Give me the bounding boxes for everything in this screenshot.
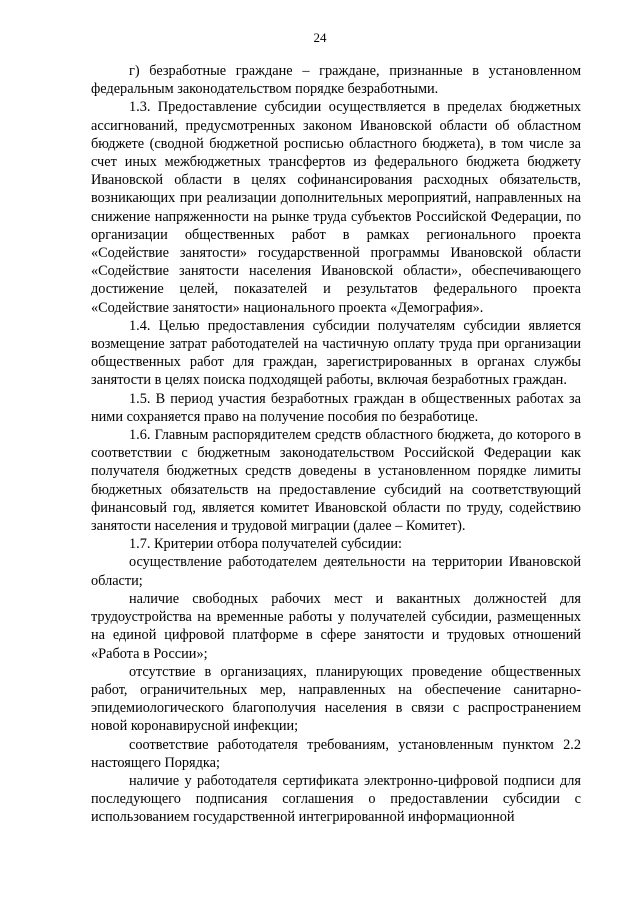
paragraph-1-5-benefit-retention: 1.5. В период участия безработных граждан в общественных работах за ними сохраняется право на получение пособия по безработице. <box>91 390 581 425</box>
paragraph-1-3-subsidy-funding: 1.3. Предоставление субсидии осуществляется в пределах бюджетных ассигнований, предусмотренных законом Ивановской области об областном бюджете (сводной бюджетной росписью областного бюджета), в том числе за счет иных межбюджетных трансфертов из федерального бюджета бюджету Ивановской области в целях софинансирования расходных обязательств, возникающих при реализации дополнительных мероприятий, направленных на снижение напряженности на рынке труда субъектов Российской Федерации, по организации общественных работ в рамках регионального проекта «Содействие занятости» государственной программы Ивановской области «Содействие занятости населения Ивановской области», обеспечивающего достижение целей, показателей и результатов федерального проекта «Содействие занятости» национального проекта «Демография». <box>91 99 581 316</box>
paragraph-1-6-main-administrator: 1.6. Главным распорядителем средств областного бюджета, до которого в соответствии с бюджетным законодательством Российской Федерации как получателя бюджетных средств доведены в установленном порядке лимиты бюджетных обязательств на предоставление субсидий на соответствующий финансовый год, является комитет Ивановской области по труду, содействию занятости населения и трудовой миграции (далее – Комитет). <box>91 427 581 535</box>
paragraph-unemployed-definition: г) безработные граждане – граждане, признанные в установленном федеральным законодательством порядке безработными. <box>91 63 581 98</box>
paragraph-1-7-selection-criteria: 1.7. Критерии отбора получателей субсидии: <box>129 536 402 553</box>
criterion-no-restrictions: отсутствие в организациях, планирующих проведение общественных работ, ограничительных мер, направленных на обеспечение санитарно-эпидемиологического благополучия населения в связи с распространением новой коронавирусной инфекции; <box>91 663 581 735</box>
criterion-requirements-compliance: соответствие работодателя требованиям, установленным пунктом 2.2 настоящего Порядка; <box>91 736 581 771</box>
criterion-vacancies: наличие свободных рабочих мест и вакантных должностей для трудоустройства на временные работы у получателей субсидии, размещенных на единой цифровой платформе в сфере занятости и трудовых отношений «Работа в России»; <box>91 590 581 662</box>
paragraph-1-4-subsidy-purpose: 1.4. Целью предоставления субсидии получателям субсидии является возмещение затрат работодателей на частичную оплату труда при организации общественных работ для граждан, зарегистрированных в органах службы занятости в целях поиска подходящей работы, включая безработных граждан. <box>91 317 581 389</box>
criterion-activity-territory: осуществление работодателем деятельности на территории Ивановской области; <box>91 554 581 589</box>
criterion-digital-signature: наличие у работодателя сертификата электронно-цифровой подписи для последующего подписания соглашения о предоставлении субсидии с использованием государственной интегрированной информационной <box>91 772 581 826</box>
page-number: 24 <box>313 30 327 45</box>
document-body <box>91 62 581 827</box>
